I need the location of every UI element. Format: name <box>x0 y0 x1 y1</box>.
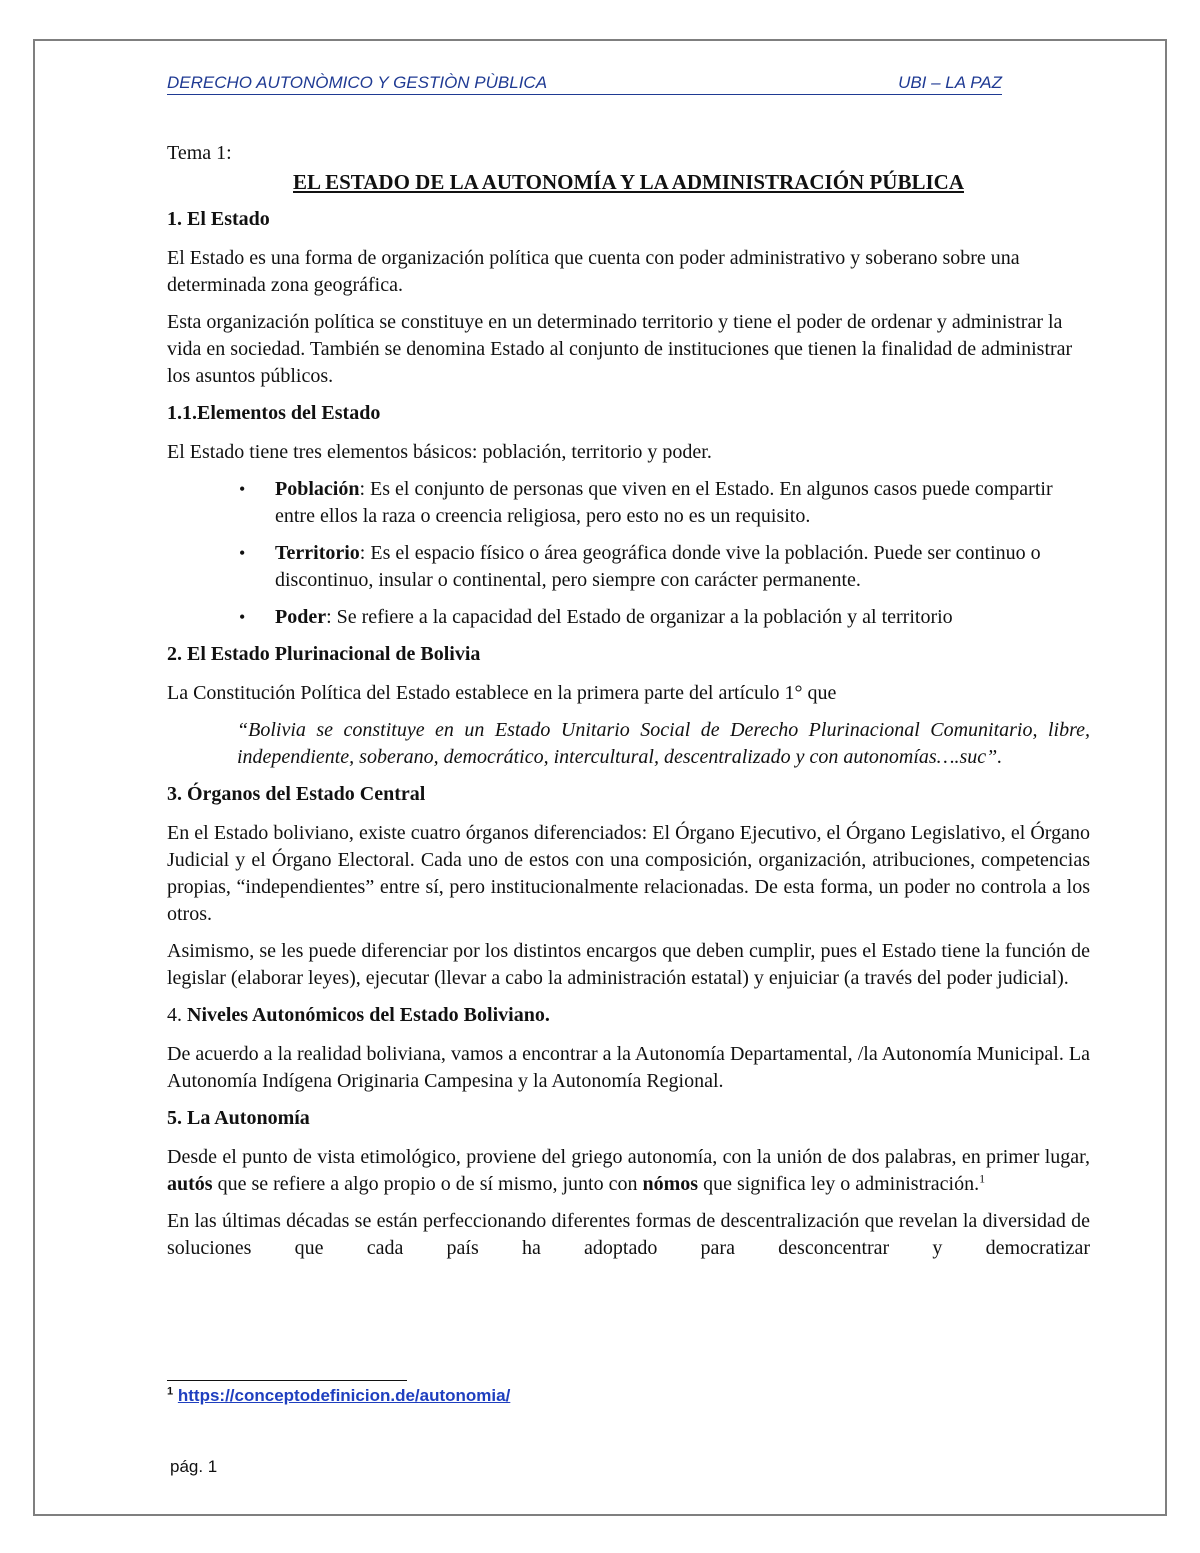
document-title: EL ESTADO DE LA AUTONOMÍA Y LA ADMINISTRACIÓN PÚBLICA <box>293 170 964 194</box>
footnote <box>167 1386 510 1406</box>
section-1-1-intro: El Estado tiene tres elementos básicos: población, territorio y poder. <box>167 441 712 463</box>
section-3-paragraph-2: Asimismo, se les puede diferenciar por los distintos encargos que deben cumplir, pues el Estado tiene la función de legislar (elaborar leyes), ejecutar (llevar a cabo la administración estatal) y enjuiciar (a través del poder judicial). <box>167 940 1090 989</box>
section-5-paragraph-1 <box>167 1144 1090 1198</box>
header-course-title: DERECHO AUTONÒMICO Y GESTIÒN PÙBLICA <box>167 73 548 92</box>
term-nomos: nómos <box>642 1173 699 1195</box>
term-autos: autós <box>167 1173 213 1195</box>
page-header <box>167 72 1002 95</box>
footnote-number: 1 <box>167 1385 174 1398</box>
elements-list <box>167 476 1090 631</box>
page-number: pág. 1 <box>170 1457 218 1476</box>
section-5-paragraph-2: En las últimas décadas se están perfeccionando diferentes formas de descentralización que revelan la diversidad de soluciones que cada país ha adoptado para desconcentrar y democratizar <box>167 1210 1090 1259</box>
section-2-heading: 2. El Estado Plurinacional de Bolivia <box>167 643 481 665</box>
bullet-icon: • <box>239 479 246 499</box>
bullet-text: : Es el conjunto de personas que viven en el Estado. En algunos casos puede compartir entre ellos la raza o creencia religiosa, pero esto no es un requisito. <box>275 478 1053 527</box>
text-run: que se refiere a algo propio o de sí mismo, junto con <box>212 1173 643 1195</box>
footnote-separator <box>167 1380 407 1381</box>
footnote-reference[interactable]: 1 <box>979 1171 986 1186</box>
section-5-heading: 5. La Autonomía <box>167 1107 310 1129</box>
constitution-quote: “Bolivia se constituye en un Estado Unitario Social de Derecho Plurinacional Comunitario, libre, independiente, soberano, democrático, intercultural, descentralizado y con autonomías….suc”. <box>237 719 1090 768</box>
section-2-paragraph: La Constitución Política del Estado establece en la primera parte del artículo 1° que <box>167 682 837 704</box>
bullet-term: Población <box>275 478 360 500</box>
topic-label: Tema 1: <box>167 142 232 164</box>
list-item <box>167 476 1090 530</box>
section-4-title: Niveles Autonómicos del Estado Boliviano. <box>187 1004 550 1026</box>
text-run: que significa ley o administración. <box>698 1173 980 1195</box>
text-run: Desde el punto de vista etimológico, proviene del griego autonomía, con la unión de dos palabras, en primer lugar, <box>167 1146 1090 1168</box>
bullet-icon: • <box>239 543 246 563</box>
section-4-number: 4. <box>167 1004 187 1026</box>
bullet-term: Poder <box>275 606 327 628</box>
bullet-term: Territorio <box>275 542 360 564</box>
section-3-heading: 3. Órganos del Estado Central <box>167 783 426 805</box>
bullet-text: : Es el espacio físico o área geográfica donde vive la población. Puede ser continuo o discontinuo, insular o continental, pero siempre con carácter permanente. <box>275 542 1041 591</box>
section-1-paragraph-2: Esta organización política se constituye en un determinado territorio y tiene el poder de ordenar y administrar la vida en sociedad. También se denomina Estado al conjunto de instituciones que tienen la finalidad de administrar los asuntos públicos. <box>167 311 1073 387</box>
list-item <box>167 604 1090 631</box>
section-3-paragraph-1: En el Estado boliviano, existe cuatro órganos diferenciados: El Órgano Ejecutivo, el Órgano Legislativo, el Órgano Judicial y el Órgano Electoral. Cada uno de estos con una composición, organización, atribuciones, competencias propias, “independientes” entre sí, pero institucionalmente relacionadas. De esta forma, un poder no controla a los otros. <box>167 822 1090 925</box>
header-institution: UBI – LA PAZ <box>898 73 1002 92</box>
section-1-heading: 1. El Estado <box>167 208 270 230</box>
footnote-link[interactable]: https://conceptodefinicion.de/autonomia/ <box>177 1386 511 1405</box>
document-body <box>167 140 1090 1262</box>
list-item <box>167 540 1090 594</box>
section-4-paragraph: De acuerdo a la realidad boliviana, vamos a encontrar a la Autonomía Departamental, /la Autonomía Municipal. La Autonomía Indígena Originaria Campesina y la Autonomía Regional. <box>167 1043 1090 1092</box>
section-1-1-heading: 1.1.Elementos del Estado <box>167 402 381 424</box>
section-1-paragraph-1: El Estado es una forma de organización política que cuenta con poder administrativo y soberano sobre una determinada zona geográfica. <box>167 247 1020 296</box>
bullet-icon: • <box>239 607 246 627</box>
section-4-heading <box>167 1002 1090 1029</box>
bullet-text: : Se refiere a la capacidad del Estado de organizar a la población y al territorio <box>326 606 953 628</box>
